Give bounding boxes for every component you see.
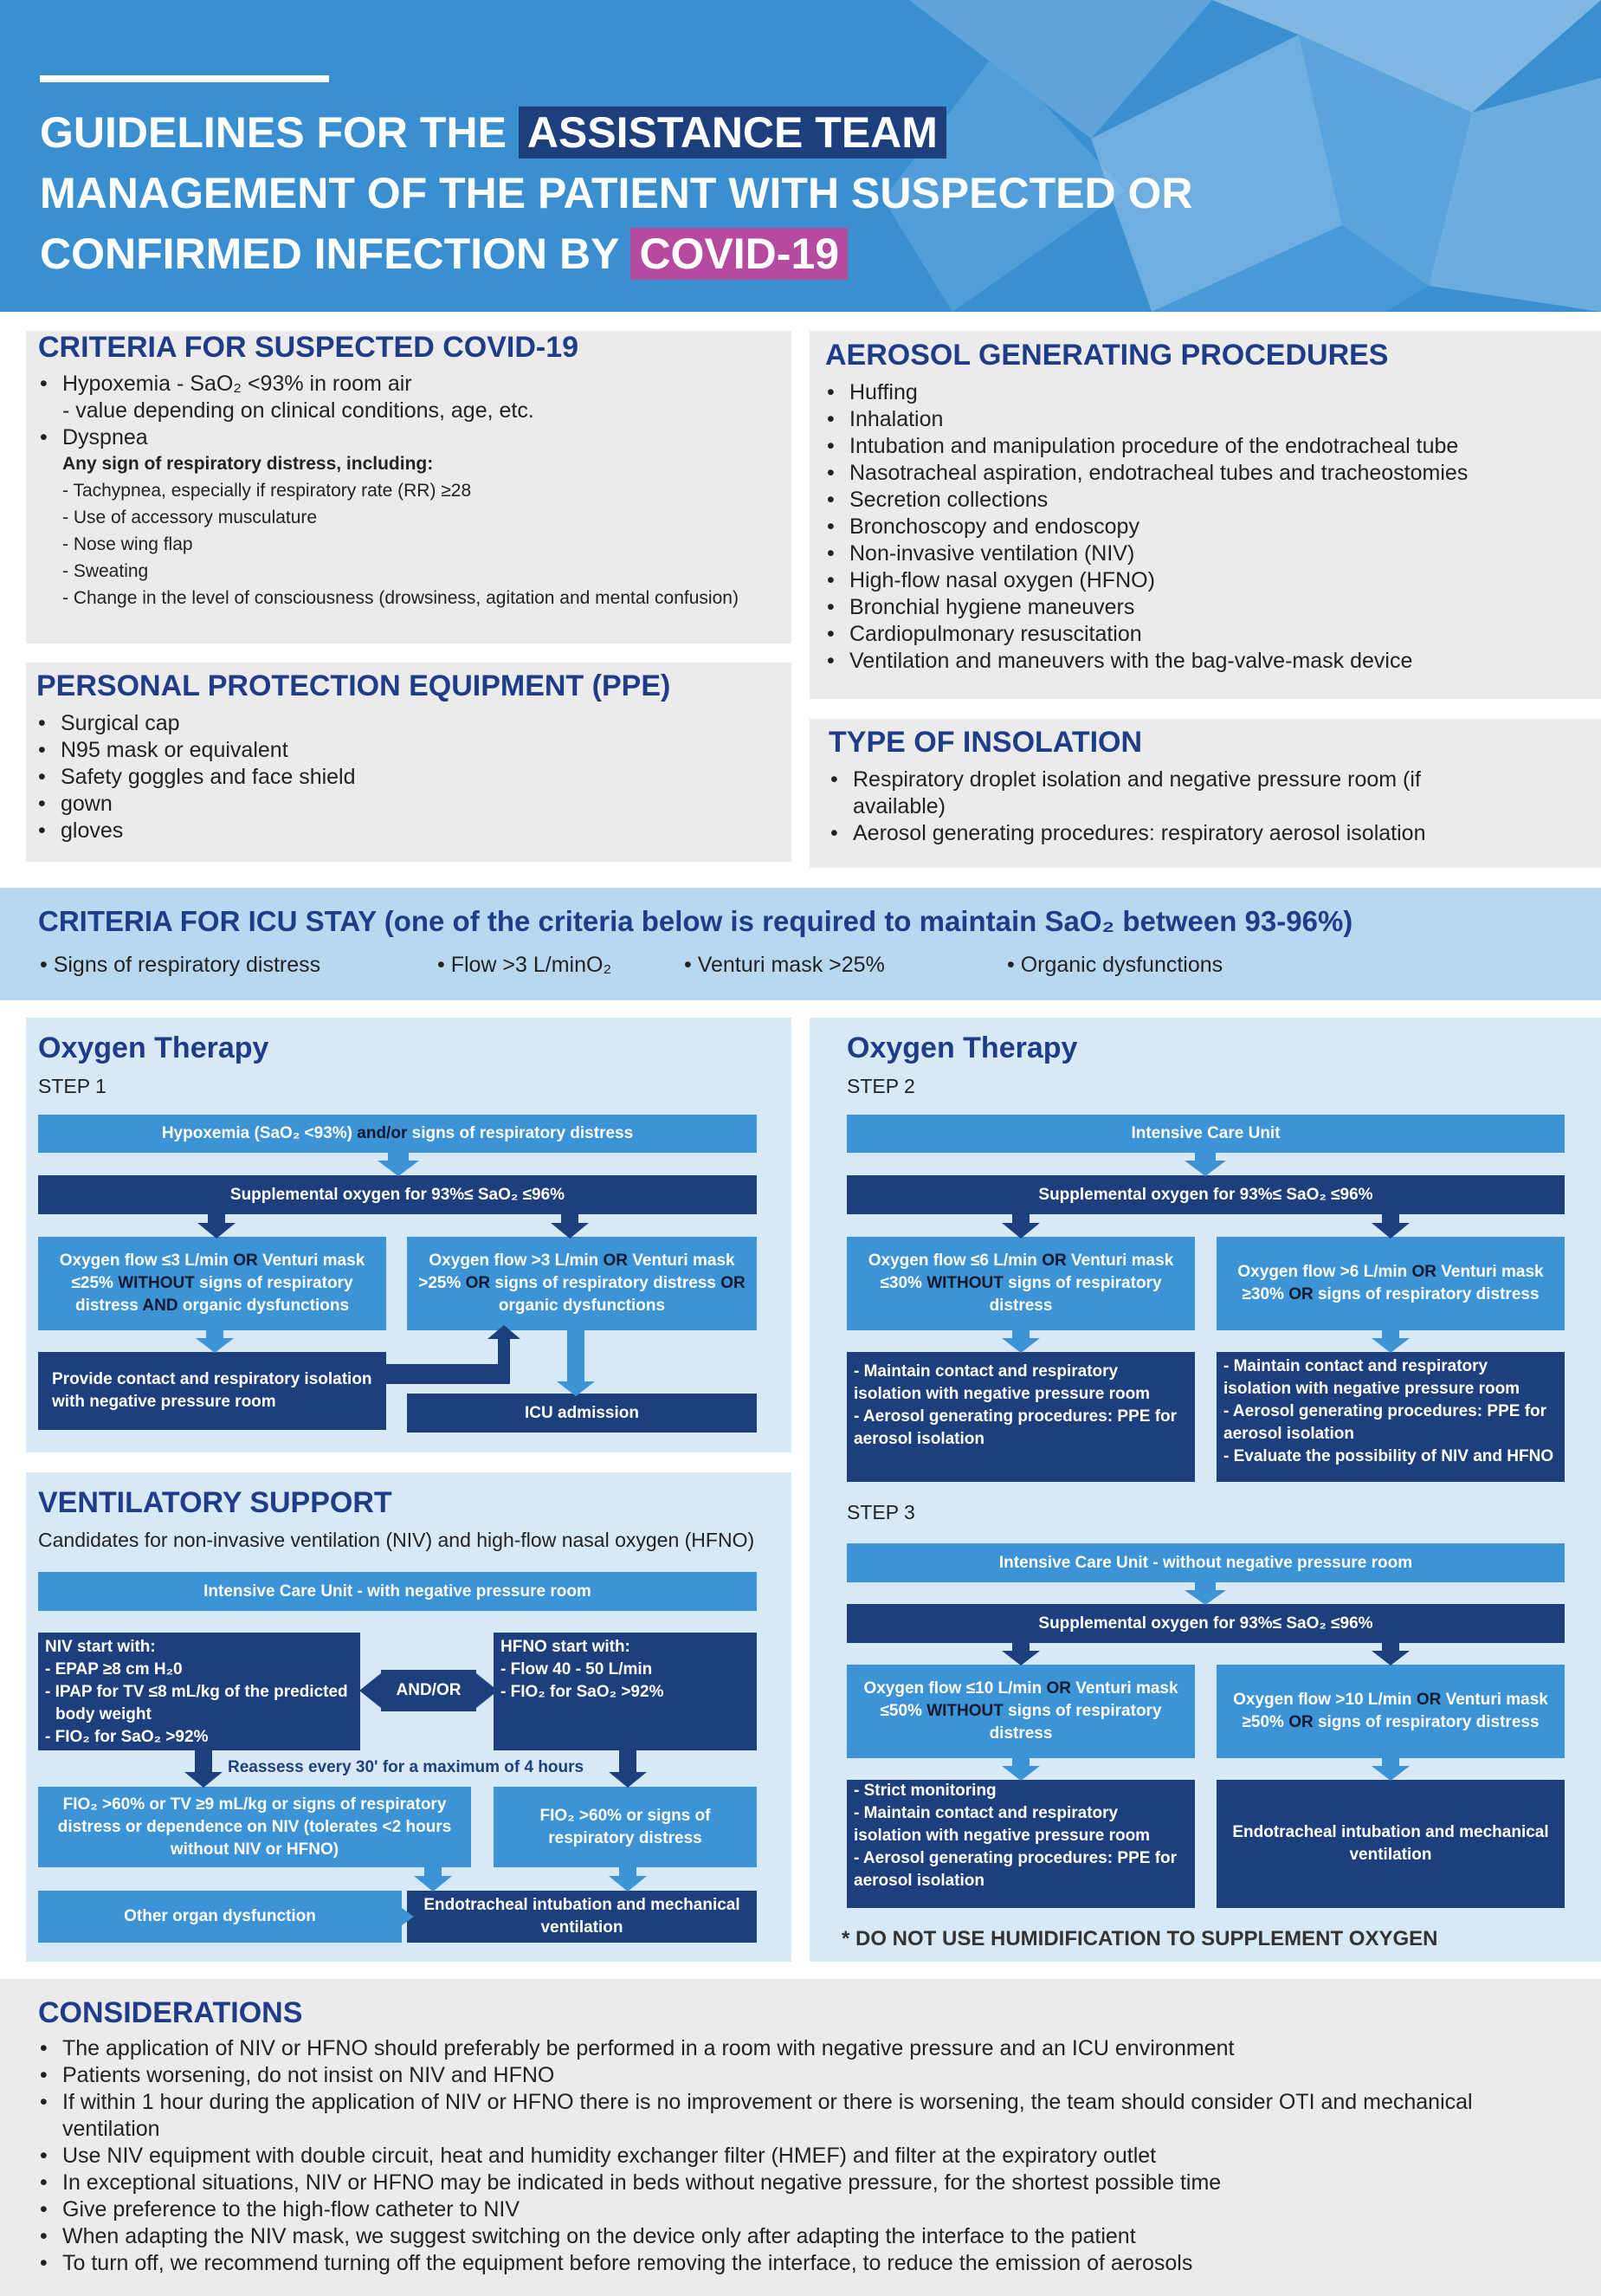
icu-stay-item: • Organic dysfunctions	[1007, 954, 1223, 976]
aerosol-item: • Non-invasive ventilation (NIV)	[825, 540, 1587, 567]
aerosol-item: • Nasotracheal aspiration, endotracheal tubes and tracheostomies	[825, 460, 1587, 487]
step3-label: STEP 3	[847, 1501, 915, 1523]
other-organ-box: Other organ dysfunction	[38, 1891, 402, 1943]
step2-label: STEP 2	[847, 1075, 915, 1097]
consideration-item: • Use NIV equipment with double circuit, heat and humidity exchanger filter (HMEF) and filter at the expiratory outlet	[38, 2143, 1527, 2170]
hfno-title: HFNO start with:	[500, 1638, 630, 1656]
aerosol-item: • High-flow nasal oxygen (HFNO)	[825, 567, 1587, 594]
step3-supplemental-box: Supplemental oxygen for 93%≤ SaO₂ ≤96%	[847, 1604, 1565, 1643]
header-title-line2: MANAGEMENT OF THE PATIENT WITH SUSPECTED OR	[40, 169, 1193, 217]
header-highlight-covid: COVID-19	[630, 228, 848, 280]
step2-title: Oxygen Therapy	[847, 1032, 1078, 1064]
consideration-item: • The application of NIV or HFNO should preferably be performed in a room with negative pressure and an ICU environment	[38, 2035, 1527, 2062]
isolation-title: TYPE OF INSOLATION	[829, 726, 1143, 759]
step2-action: - Evaluate the possibility of NIV and HFNO	[1223, 1447, 1554, 1465]
consideration-item: • Give preference to the high-flow catheter to NIV	[38, 2196, 1527, 2223]
consideration-item: • If within 1 hour during the application of NIV or HFNO there is no improvement or there is worsening, the team should consider OTI and mechanical ventilation	[38, 2089, 1527, 2143]
isolation-list	[829, 766, 1504, 847]
criteria-suspected-title: CRITERIA FOR SUSPECTED COVID-19	[38, 331, 579, 364]
considerations-title: CONSIDERATIONS	[38, 1996, 303, 2029]
consideration-item: • When adapting the NIV mask, we suggest switching on the device only after adapting the interface to the patient	[38, 2223, 1527, 2250]
vent-intubation-box: Endotracheal intubation and mechanical ventilation	[407, 1891, 757, 1943]
consideration-item: • In exceptional situations, NIV or HFNO may be indicated in beds without negative pressure, for the shortest possible time	[38, 2170, 1527, 2196]
step2-low-flow-box: Oxygen flow ≤6 L/min OR Venturi mask ≤30% WITHOUT signs of respiratory distress	[847, 1237, 1195, 1330]
header-highlight-assistance: ASSISTANCE TEAM	[519, 107, 946, 158]
header-banner	[0, 0, 1601, 312]
step3-high-flow-box: Oxygen flow >10 L/min OR Venturi mask ≥50% OR signs of respiratory distress	[1217, 1665, 1565, 1758]
niv-start-box	[38, 1633, 360, 1750]
icu-stay-item: • Flow >3 L/minO₂	[437, 954, 611, 976]
isolation-item: • Aerosol generating procedures: respiratory aerosol isolation	[829, 820, 1504, 847]
criteria-sign: - Tachypnea, especially if respiratory rate (RR) ≥28	[62, 481, 472, 501]
step3-action: - Maintain contact and respiratory isolation with negative pressure room	[854, 1804, 1151, 1845]
aerosol-item: • Ventilation and maneuvers with the bag-valve-mask device	[825, 648, 1587, 675]
ppe-list	[36, 710, 781, 844]
ppe-item: • gown	[36, 791, 781, 818]
icu-stay-item: • Venturi mask >25%	[684, 954, 885, 976]
niv-item: - EPAP ≥8 cm H₂0	[45, 1660, 183, 1678]
ventilatory-title: VENTILATORY SUPPORT	[38, 1486, 392, 1519]
criteria-distress-signs	[62, 450, 772, 611]
criteria-sign: - Change in the level of consciousness (drowsiness, agitation and mental confusion)	[62, 588, 739, 608]
step2-icu-box: Intensive Care Unit	[847, 1115, 1565, 1153]
ppe-item: • Surgical cap	[36, 710, 781, 737]
criteria-item-dyspnea: • Dyspnea	[38, 424, 783, 451]
step3-intubation-box: Endotracheal intubation and mechanical ventilation	[1217, 1780, 1565, 1908]
step1-low-flow-box: Oxygen flow ≤3 L/min OR Venturi mask ≤25% WITHOUT signs of respiratory distress AND organic dysfunctions	[38, 1237, 386, 1330]
isolation-item: • Respiratory droplet isolation and negative pressure room (if available)	[829, 766, 1504, 820]
step2-supplemental-box: Supplemental oxygen for 93%≤ SaO₂ ≤96%	[847, 1175, 1565, 1214]
step3-low-actions-box	[847, 1780, 1195, 1908]
step2-high-flow-box: Oxygen flow >6 L/min OR Venturi mask ≥30% OR signs of respiratory distress	[1217, 1237, 1565, 1330]
reassess-note: Reassess every 30' for a maximum of 4 hours	[228, 1758, 584, 1776]
step3-icu-box: Intensive Care Unit - without negative pressure room	[847, 1543, 1565, 1582]
header-accent-bar	[40, 75, 329, 82]
aerosol-item: • Secretion collections	[825, 487, 1587, 514]
aerosol-item: • Cardiopulmonary resuscitation	[825, 621, 1587, 648]
consideration-item: • To turn off, we recommend turning off the equipment before removing the interface, to reduce the emission of aerosols	[38, 2250, 1527, 2277]
header-title-line1: GUIDELINES FOR THE ASSISTANCE TEAM	[40, 111, 946, 154]
ppe-item: • gloves	[36, 818, 781, 844]
considerations-list	[38, 2035, 1527, 2277]
criteria-item-hypoxemia: • Hypoxemia - SaO₂ <93% in room air - value depending on clinical conditions, age, etc.	[38, 371, 783, 424]
step1-provide-isolation-box: Provide contact and respiratory isolation with negative pressure room	[38, 1352, 386, 1430]
step2-high-actions-box	[1217, 1352, 1565, 1482]
step1-icu-admission-box: ICU admission	[407, 1394, 757, 1433]
ventilatory-icu-box: Intensive Care Unit - with negative pressure room	[38, 1572, 757, 1611]
ppe-item: • Safety goggles and face shield	[36, 764, 781, 791]
ventilatory-subtitle: Candidates for non-invasive ventilation (NIV) and high-flow nasal oxygen (HFNO)	[38, 1529, 755, 1551]
step3-action: - Strict monitoring	[854, 1782, 997, 1800]
hfno-start-box	[494, 1633, 757, 1750]
aerosol-item: • Intubation and manipulation procedure of the endotracheal tube	[825, 433, 1587, 460]
fio-left-box: FIO₂ >60% or TV ≥9 mL/kg or signs of respiratory distress or dependence on NIV (tolerates <2 hours without NIV or HFNO)	[38, 1787, 471, 1867]
step1-high-flow-box: Oxygen flow >3 L/min OR Venturi mask >25% OR signs of respiratory distress OR organic dysfunctions	[407, 1237, 757, 1330]
aerosol-item: • Huffing	[825, 379, 1587, 406]
aerosol-title: AEROSOL GENERATING PROCEDURES	[825, 339, 1389, 372]
criteria-suspected-list	[38, 371, 783, 451]
hfno-item: - Flow 40 - 50 L/min	[500, 1660, 653, 1678]
aerosol-item: • Inhalation	[825, 406, 1587, 433]
step1-title: Oxygen Therapy	[38, 1032, 269, 1064]
step2-low-actions-box	[847, 1352, 1195, 1482]
step3-low-flow-box: Oxygen flow ≤10 L/min OR Venturi mask ≤50% WITHOUT signs of respiratory distress	[847, 1665, 1195, 1758]
niv-item: - FIO₂ for SaO₂ >92%	[45, 1728, 209, 1746]
step1-label: STEP 1	[38, 1075, 107, 1097]
step2-action: - Maintain contact and respiratory isolation with negative pressure room	[1223, 1357, 1520, 1398]
header-title-line3: CONFIRMED INFECTION BY COVID-19	[40, 232, 848, 275]
aerosol-item: • Bronchoscopy and endoscopy	[825, 514, 1587, 540]
fio-right-box: FIO₂ >60% or signs of respiratory distress	[494, 1787, 757, 1867]
icu-stay-item: • Signs of respiratory distress	[40, 954, 320, 976]
icu-stay-title: CRITERIA FOR ICU STAY (one of the criteria below is required to maintain SaO₂ between 93-96%)	[38, 905, 1353, 937]
criteria-distress-title: Any sign of respiratory distress, including:	[62, 454, 434, 474]
criteria-sign: - Sweating	[62, 561, 149, 581]
ppe-title: PERSONAL PROTECTION EQUIPMENT (PPE)	[36, 669, 671, 702]
aerosol-item: • Bronchial hygiene maneuvers	[825, 594, 1587, 621]
step2-action: - Aerosol generating procedures: PPE for aerosol isolation	[854, 1407, 1178, 1448]
ppe-item: • N95 mask or equivalent	[36, 737, 781, 764]
and-or-connector: AND/OR	[381, 1670, 476, 1711]
consideration-item: • Patients worsening, do not insist on NIV and HFNO	[38, 2062, 1527, 2089]
aerosol-list	[825, 379, 1587, 675]
niv-item: - IPAP for TV ≤8 mL/kg of the predicted body weight	[45, 1683, 348, 1724]
step3-action: - Aerosol generating procedures: PPE for aerosol isolation	[854, 1849, 1178, 1890]
step2-action: - Aerosol generating procedures: PPE for aerosol isolation	[1223, 1402, 1547, 1443]
step2-action: - Maintain contact and respiratory isolation with negative pressure room	[854, 1362, 1151, 1403]
niv-title: NIV start with:	[45, 1638, 156, 1656]
hfno-item: - FIO₂ for SaO₂ >92%	[500, 1683, 664, 1701]
humidification-warning: * DO NOT USE HUMIDIFICATION TO SUPPLEMENT OXYGEN	[842, 1927, 1438, 1950]
step1-hypoxemia-box: Hypoxemia (SaO₂ <93%) and/or signs of respiratory distress	[38, 1115, 757, 1153]
criteria-sign: - Nose wing flap	[62, 534, 193, 554]
criteria-sign: - Use of accessory musculature	[62, 508, 318, 527]
step1-supplemental-box: Supplemental oxygen for 93%≤ SaO₂ ≤96%	[38, 1175, 757, 1214]
